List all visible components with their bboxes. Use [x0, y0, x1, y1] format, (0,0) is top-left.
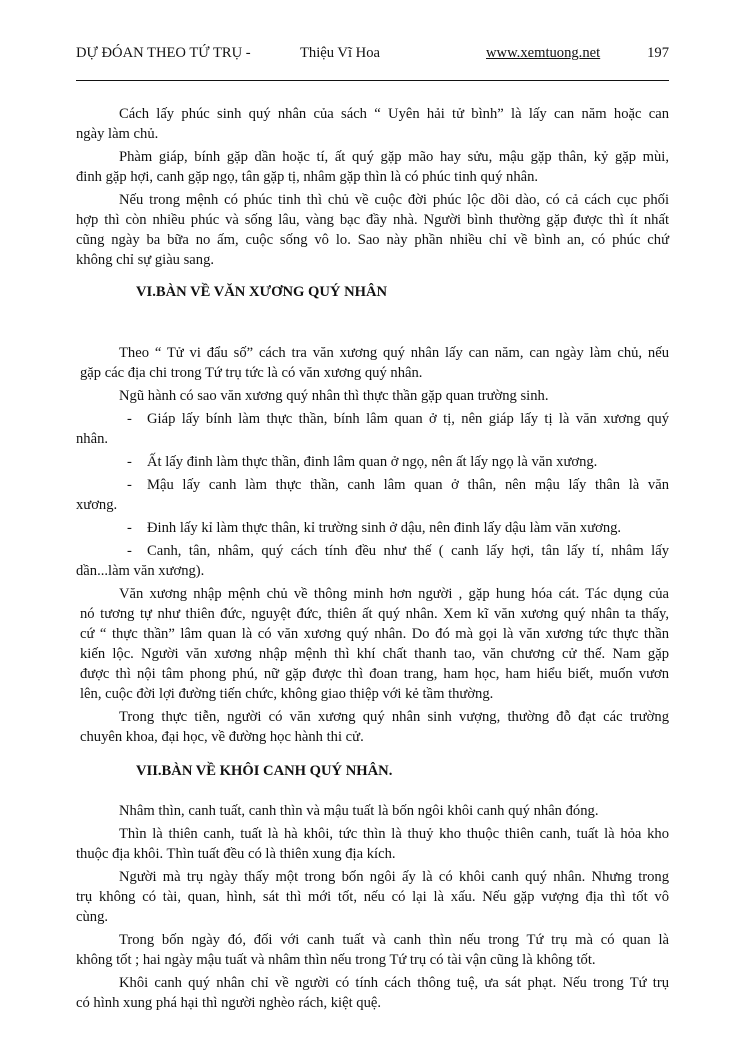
- section-heading-6: VI.BÀN VỀ VĂN XƯƠNG QUÝ NHÂN: [136, 284, 388, 300]
- text-line: cùng.: [76, 909, 109, 925]
- text-line: hợp thì còn nhiều phúc và sống lâu, vàng bạc đầy nhà. Người bình thường gặp được thì ít nhất: [76, 212, 669, 228]
- text-line: trụ không có tài, quan, hình, sát thì mới tốt, nếu có lại là xấu. Nếu gặp vượng địa thì tốt vô: [76, 889, 669, 905]
- text-line: không tốt ; hai ngày mậu tuất và nhâm thìn nếu trong Tứ trụ có tài vận cũng là không tốt.: [76, 952, 596, 968]
- page-header: [76, 45, 669, 67]
- text-line: [76, 409, 669, 429]
- text-line: có hình xung phá hại thì người nghèo rách, kiệt quệ.: [76, 995, 382, 1011]
- page-number: 197: [647, 45, 669, 61]
- text-line: Cách lấy phúc sinh quý nhân của sách “ Uyên hải tử bình” là lấy can năm hoặc can: [119, 106, 669, 122]
- list-marker: -: [127, 543, 132, 559]
- text-line: Người mà trụ ngày thấy một trong bốn ngôi ấy là có khôi canh quý nhân. Nhưng trong: [119, 869, 669, 885]
- text-line: Ngũ hành có sao văn xương quý nhân thì thực thần gặp quan trường sinh.: [119, 388, 549, 404]
- text-line: đinh gặp hợi, canh gặp ngọ, tân gặp tị, nhâm gặp thìn là có phúc tinh quý nhân.: [76, 169, 539, 185]
- text-line: được thì nội tâm phong phú, nữ gặp được thì đoan trang, ham học, ham hiểu biết, muốn vươn: [80, 666, 669, 682]
- paragraph: [76, 801, 669, 821]
- paragraph: [76, 343, 669, 383]
- section-heading-7: VII.BÀN VỀ KHÔI CANH QUÝ NHÂN.: [136, 763, 393, 779]
- text-line: nó tương tự như thiên đức, nguyệt đức, thiên ất quý nhân. Xem kĩ văn xương quý nhân ta thấy,: [80, 606, 669, 622]
- text-line: [76, 541, 669, 561]
- paragraph: [76, 824, 669, 864]
- text-line: Nếu trong mệnh có phúc tinh thì chủ về cuộc đời phúc lộc dồi dào, có cả cách cục phối: [119, 192, 669, 208]
- paragraph: [76, 147, 669, 187]
- paragraph: [76, 973, 669, 1013]
- book-title: DỰ ĐÓAN THEO TỨ TRỤ -: [76, 45, 251, 61]
- text-line: Trong thực tiễn, người có văn xương quý nhân sinh vượng, thường đỗ đạt các trường: [119, 709, 669, 725]
- section-7-body: [76, 801, 669, 1013]
- intro-section: [76, 104, 669, 270]
- paragraph: [76, 707, 669, 747]
- text-line-content: Đinh lấy kỉ làm thực thân, kỉ trường sinh ở dậu, nên đinh lấy dậu làm văn xương.: [147, 520, 622, 536]
- text-line: Theo “ Tử vi đẩu số” cách tra văn xương quý nhân lấy can năm, can ngày làm chủ, nếu: [119, 345, 669, 361]
- paragraph: [76, 867, 669, 927]
- text-line: cũng ngày ba bữa no ấm, cuộc sống vô lo. Sao này phần nhiều chỉ về bình an, có phúc chứ: [76, 232, 669, 248]
- text-line: Thìn là thiên canh, tuất là hà khôi, tức thìn là thuỷ kho thuộc thiên canh, tuất là hỏa kho: [119, 826, 669, 842]
- paragraph: [76, 584, 669, 704]
- text-line-content: Canh, tân, nhâm, quý cách tính đều như thế ( canh lấy hợi, tân lấy tí, nhâm lấy: [147, 543, 669, 559]
- text-line: [76, 518, 669, 538]
- text-line: ngày làm chủ.: [76, 126, 159, 142]
- paragraph: [76, 190, 669, 270]
- text-line: gặp các địa chi trong Tứ trụ tức là có văn xương quý nhân.: [80, 365, 423, 381]
- text-line: cứ “ thực thần” lâm quan là có văn xương quý nhân. Do đó mà gọi là văn xương tức thực thần: [80, 626, 669, 642]
- author-name: Thiệu Vĩ Hoa: [300, 45, 380, 61]
- list-item: [76, 409, 669, 449]
- list-marker: -: [127, 520, 132, 536]
- text-line: Nhâm thìn, canh tuất, canh thìn và mậu tuất là bốn ngôi khôi canh quý nhân đóng.: [119, 803, 599, 819]
- text-line: xương.: [76, 497, 118, 513]
- text-line: kiến lộc. Người văn xương nhập mệnh thì khí chất thanh tao, văn chương cử thế. Nam gặp: [80, 646, 669, 662]
- paragraph: [76, 930, 669, 970]
- list-marker: -: [127, 454, 132, 470]
- text-line: Phàm giáp, bính gặp dần hoặc tí, ất quý gặp mão hay sửu, mậu gặp thân, kỷ gặp mùi,: [119, 149, 669, 165]
- text-line: không chỉ sự giàu sang.: [76, 252, 215, 268]
- text-line: lên, cuộc đời lợi đường tiến chức, không giao thiệp với kẻ tầm thường.: [80, 686, 494, 702]
- list-marker: -: [127, 411, 132, 427]
- text-line: [76, 475, 669, 495]
- text-line: [76, 452, 669, 472]
- text-line-content: Giáp lấy bính làm thực thần, bính lâm quan ở tị, nên giáp lấy tị là văn xương quý: [147, 411, 669, 427]
- section-6-body: [76, 343, 669, 747]
- website-link[interactable]: www.xemtuong.net: [486, 45, 601, 61]
- page-body: [76, 104, 669, 1016]
- text-line: Văn xương nhập mệnh chủ về thông minh hơn người , gặp hung hóa cát. Tác dụng của: [119, 586, 669, 602]
- text-line: nhân.: [76, 431, 109, 447]
- text-line: chuyên khoa, đại học, về đường học hành thi cử.: [80, 729, 364, 745]
- list-item: [76, 541, 669, 581]
- text-line: Khôi canh quý nhân chỉ về người có tính cách thông tuệ, ưa sát phạt. Nếu trong Tứ trụ: [119, 975, 669, 991]
- text-line-content: Ất lấy đinh làm thực thần, đinh lâm quan ở ngọ, nên ất lấy ngọ là văn xương.: [147, 454, 598, 470]
- text-line: thuộc địa khôi. Thìn tuất đều có là thiên xung địa kích.: [76, 846, 396, 862]
- header-divider: [76, 80, 669, 81]
- text-line: dần...làm văn xương).: [76, 563, 205, 579]
- list-item: [76, 518, 669, 538]
- paragraph: [76, 386, 669, 406]
- text-line: Trong bốn ngày đó, đối với canh tuất và canh thìn nếu trong Tứ trụ mà có quan là: [119, 932, 669, 948]
- paragraph: [76, 104, 669, 144]
- list-marker: -: [127, 477, 132, 493]
- list-item: [76, 452, 669, 472]
- text-line-content: Mậu lấy canh làm thực thần, canh lâm quan ở thân, nên mậu lấy thân là văn: [147, 477, 669, 493]
- list-item: [76, 475, 669, 515]
